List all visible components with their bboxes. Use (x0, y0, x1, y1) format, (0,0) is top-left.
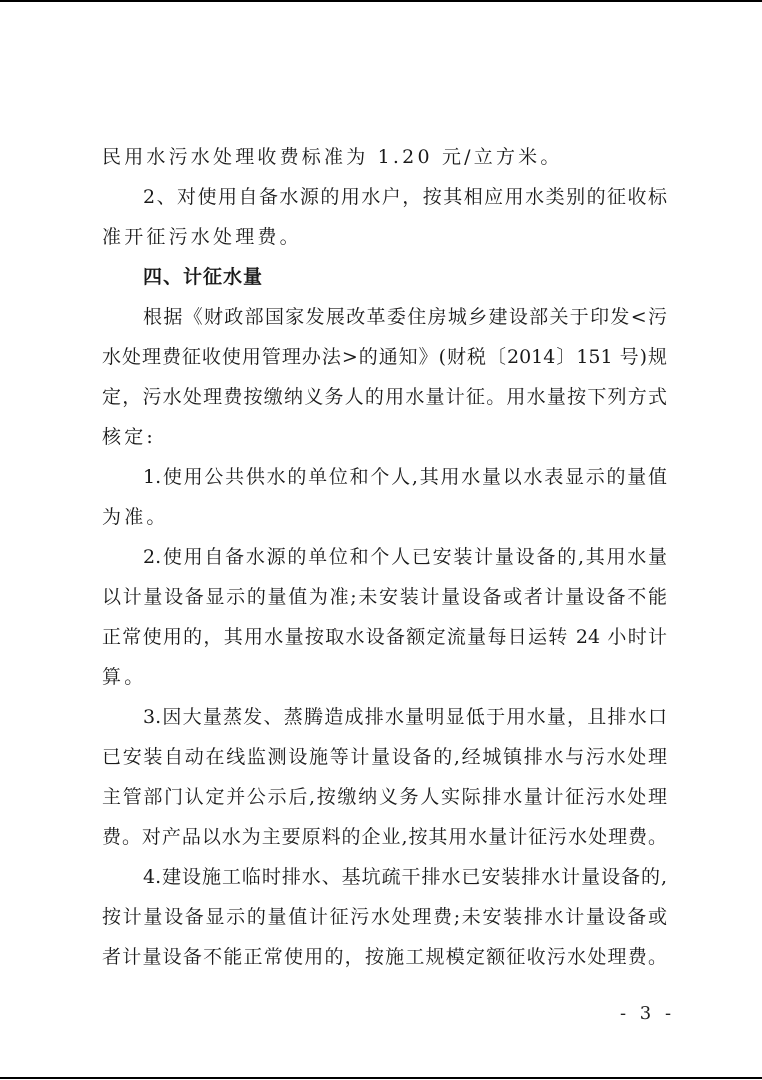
paragraph-line: 民用水污水处理收费标准为 1.20 元/立方米。 (102, 146, 563, 168)
paragraph-line: 根据《财政部国家发展改革委住房城乡建设部关于印发<污 (143, 306, 667, 328)
paragraph-line: 准开征污水处理费。 (102, 226, 302, 248)
top-border-line (0, 0, 762, 2)
bottom-border-line (0, 1077, 762, 1079)
section-heading: 四、计征水量 (143, 266, 264, 288)
paragraph-line: 水处理费征收使用管理办法>的通知》(财税〔2014〕151 号)规 (102, 346, 667, 368)
paragraph-line: 定，污水处理费按缴纳义务人的用水量计征。用水量按下列方式 (102, 386, 667, 408)
paragraph-line: 者计量设备不能正常使用的，按施工规模定额征收污水处理费。 (102, 946, 667, 968)
paragraph-line: 3.因大量蒸发、蒸腾造成排水量明显低于用水量，且排水口 (143, 706, 667, 728)
paragraph-line: 以计量设备显示的量值为准;未安装计量设备或者计量设备不能 (102, 586, 667, 608)
paragraph-line: 4.建设施工临时排水、基坑疏干排水已安装排水计量设备的, (143, 866, 667, 888)
paragraph-line: 按计量设备显示的量值计征污水处理费;未安装排水计量设备或 (102, 906, 667, 928)
paragraph-line: 1.使用公共供水的单位和个人,其用水量以水表显示的量值 (143, 466, 667, 488)
paragraph-line: 算。 (102, 666, 147, 688)
paragraph-line: 主管部门认定并公示后,按缴纳义务人实际排水量计征污水处理 (102, 786, 667, 808)
paragraph-line: 费。对产品以水为主要原料的企业,按其用水量计征污水处理费。 (102, 826, 667, 848)
page-number: - 3 - (620, 1003, 676, 1024)
paragraph-line: 2、对使用自备水源的用水户，按其相应用水类别的征收标 (143, 186, 667, 208)
paragraph-line: 核定: (102, 426, 157, 448)
paragraph-line: 正常使用的，其用水量按取水设备额定流量每日运转 24 小时计 (102, 626, 667, 648)
paragraph-line: 为准。 (102, 506, 169, 528)
paragraph-line: 已安装自动在线监测设施等计量设备的,经城镇排水与污水处理 (102, 746, 667, 768)
paragraph-line: 2.使用自备水源的单位和个人已安装计量设备的,其用水量 (143, 546, 667, 568)
